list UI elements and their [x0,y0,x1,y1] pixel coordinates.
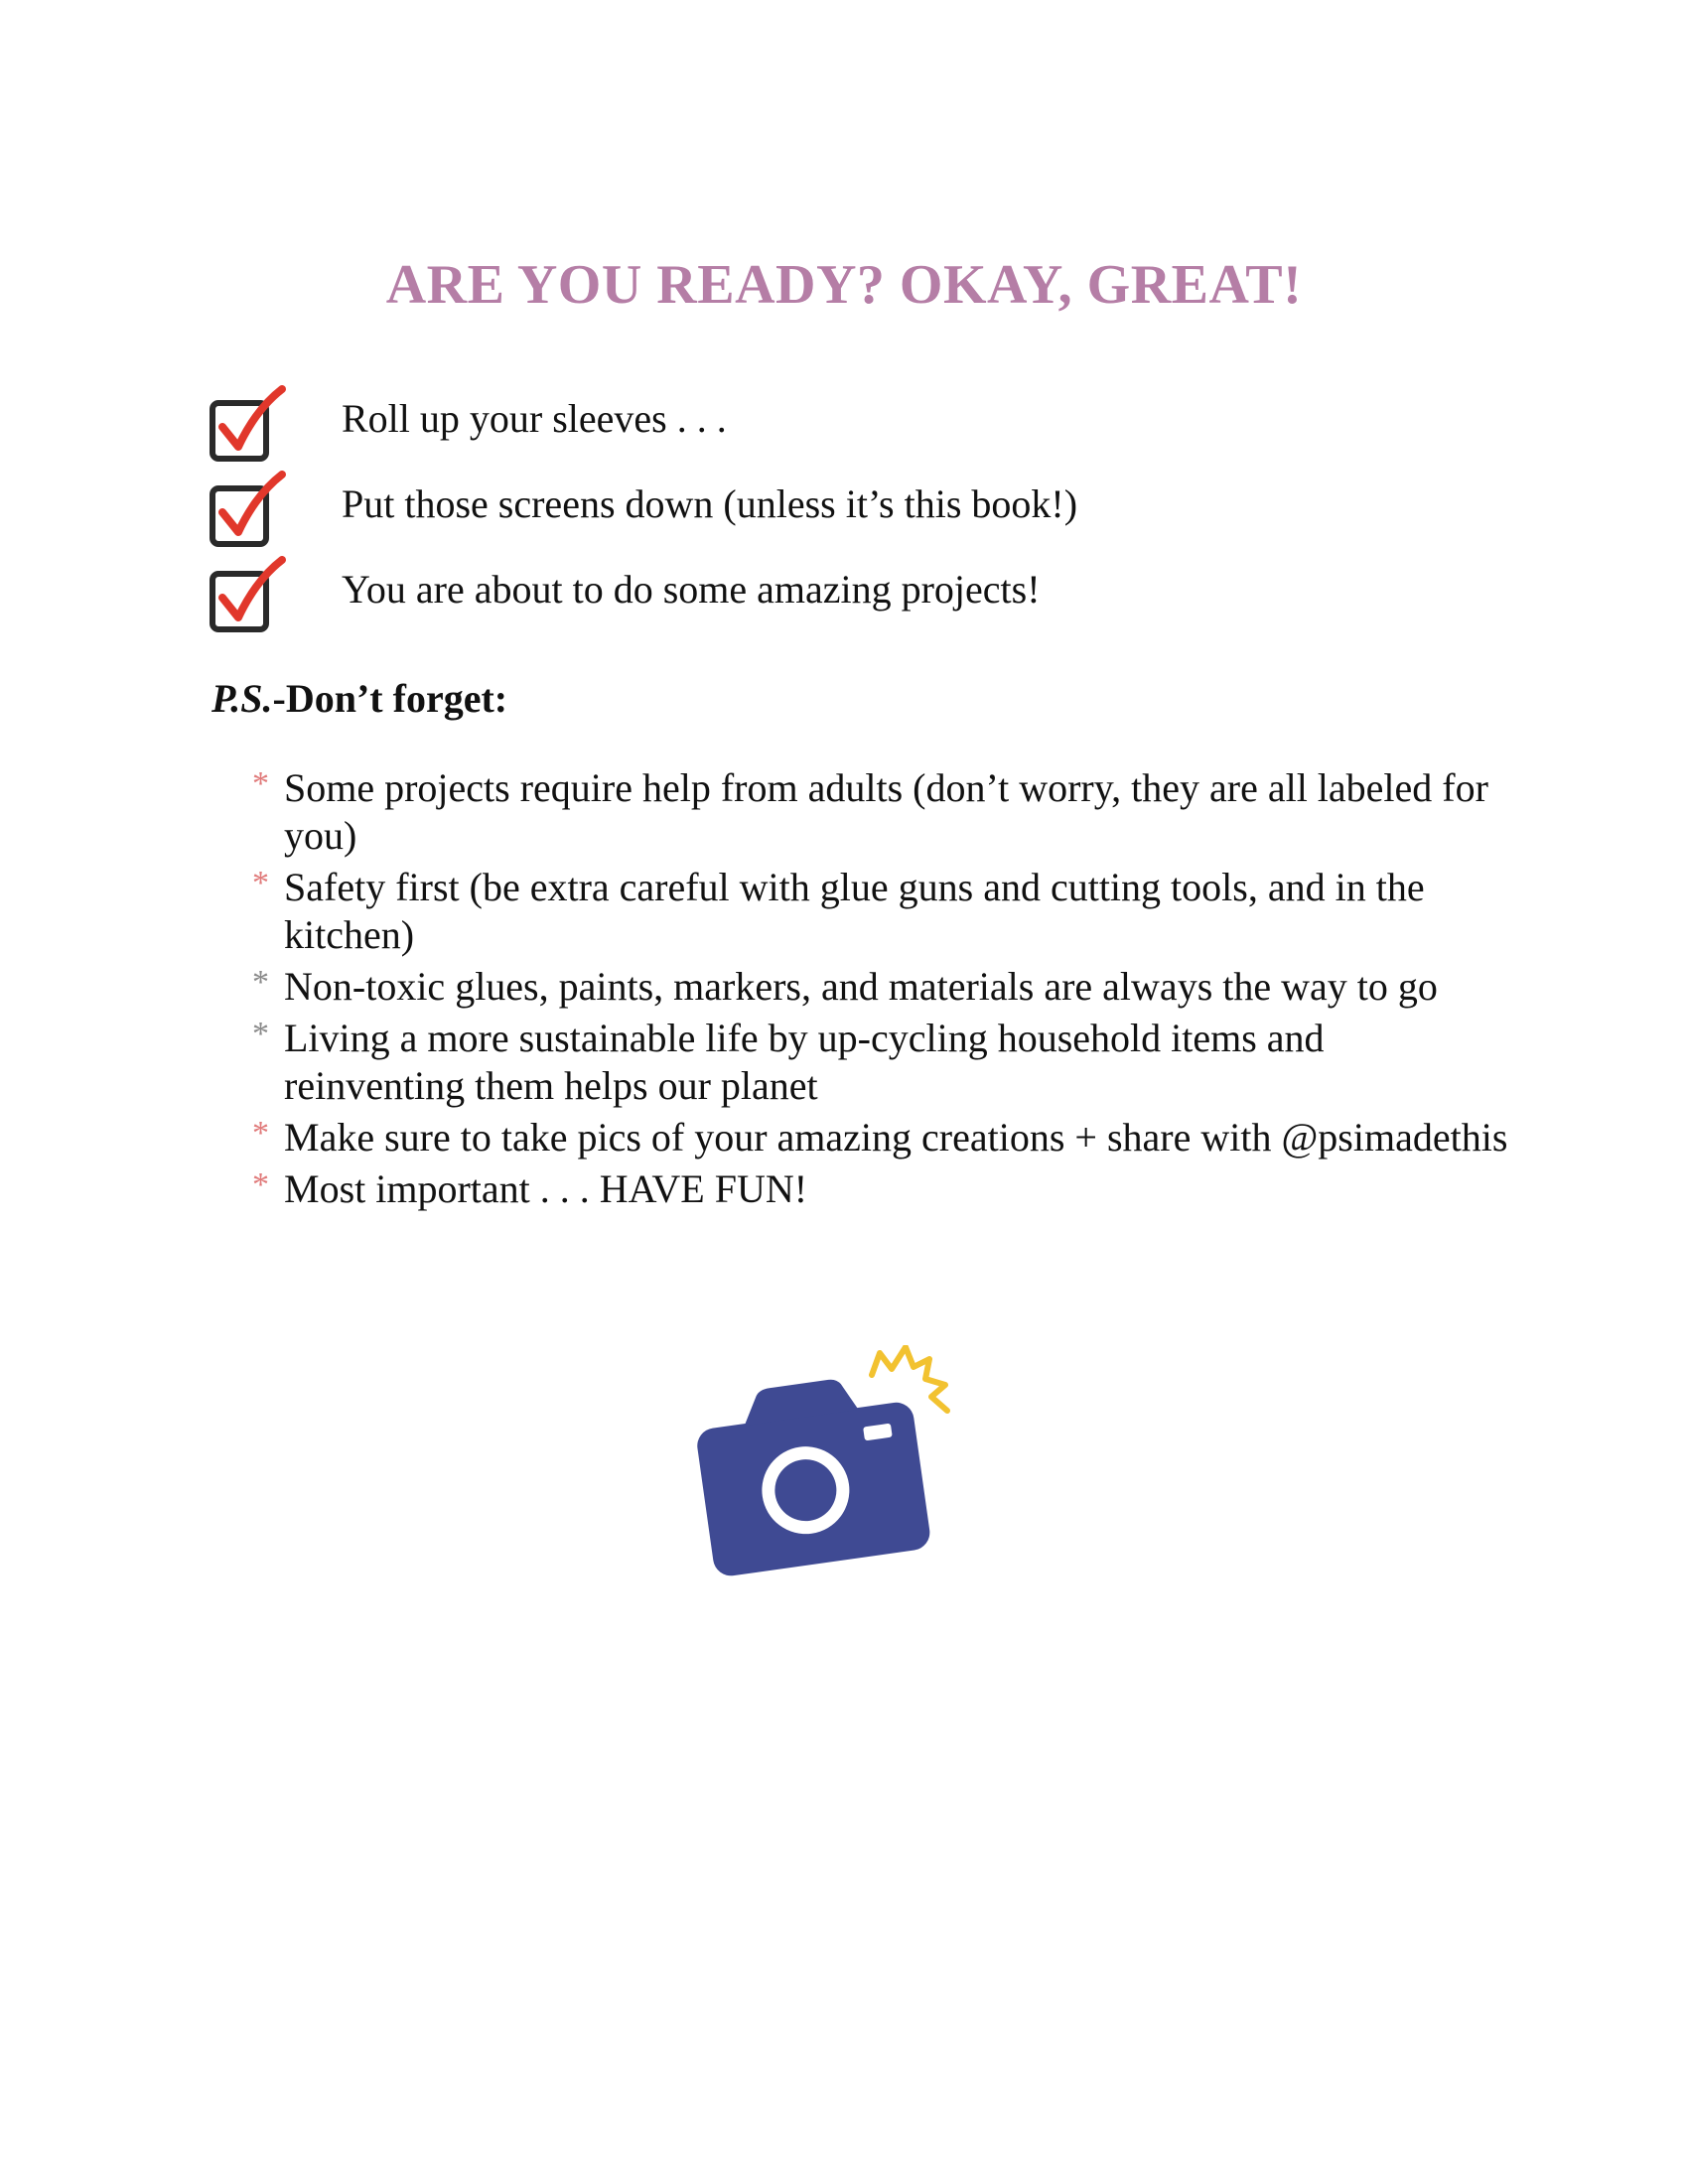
checkbox-checked-icon [209,556,290,637]
ready-checklist [209,385,1499,641]
checklist-item-text: You are about to do some amazing projects! [342,567,1041,612]
checklist-item [209,471,1499,556]
tip-text: Some projects require help from adults (don’t worry, they are all labeled for you) [284,765,1488,858]
asterisk-bullet-icon: * [252,1115,269,1152]
tip-text: Most important . . . HAVE FUN! [284,1166,808,1211]
tip-item [252,963,1513,1011]
ps-label: P.S. [211,676,273,721]
ps-heading [211,675,507,723]
tip-text: Make sure to take pics of your amazing creations + share with @psimadethis [284,1115,1508,1160]
tips-list [252,764,1513,1217]
tip-text: Living a more sustainable life by up-cycling household items and reinventing them helps our planet [284,1016,1325,1108]
page-title: ARE YOU READY? OKAY, GREAT! [385,254,1303,316]
checklist-item-text: Roll up your sleeves . . . [342,396,727,441]
tip-text: Safety first (be extra careful with glue guns and cutting tools, and in the kitchen) [284,865,1425,957]
tip-item [252,764,1513,860]
asterisk-bullet-icon: * [252,865,269,901]
camera-flash-burst [872,1347,947,1411]
ps-text: -Don’t forget: [272,676,508,721]
tip-item [252,1015,1513,1110]
checkbox-checked-icon [209,471,290,552]
asterisk-bullet-icon: * [252,765,269,802]
checkbox-checked-icon [209,385,290,467]
asterisk-bullet-icon: * [252,964,269,1001]
tip-text: Non-toxic glues, paints, markers, and materials are always the way to go [284,964,1438,1009]
camera-icon [695,1345,963,1583]
checklist-item [209,556,1499,641]
tip-item [252,864,1513,959]
checklist-item-text: Put those screens down (unless it’s this book!) [342,481,1078,526]
tip-item [252,1114,1513,1161]
asterisk-bullet-icon: * [252,1166,269,1203]
checklist-item [209,385,1499,471]
asterisk-bullet-icon: * [252,1016,269,1052]
tip-item [252,1165,1513,1213]
